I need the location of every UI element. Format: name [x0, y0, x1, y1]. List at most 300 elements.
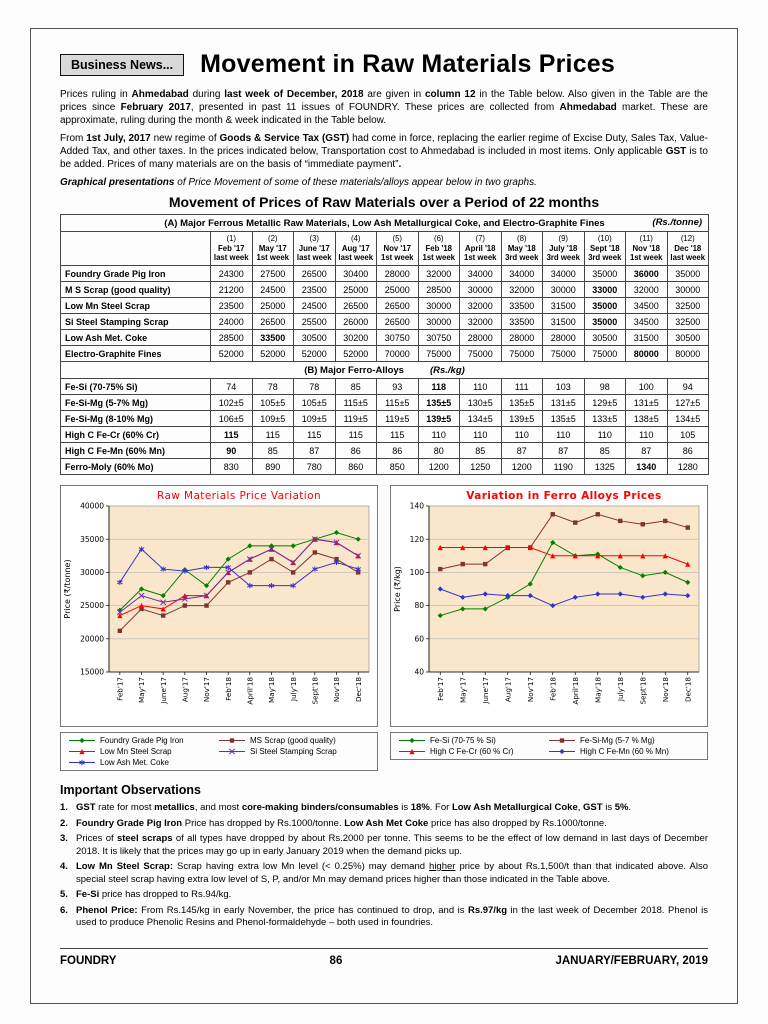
table-cell: 30500 — [584, 330, 626, 346]
table-cell: 75000 — [584, 346, 626, 362]
table-cell: 23500 — [211, 298, 253, 314]
table-cell: 33500 — [501, 298, 543, 314]
column-header-line: Nov '17 — [383, 243, 411, 253]
table-cell: M S Scrap (good quality) — [61, 282, 211, 298]
column-header-line: 1st week — [629, 253, 663, 263]
table-cell: 780 — [294, 459, 336, 475]
text-segment: is — [398, 802, 411, 813]
table-cell: 28500 — [418, 282, 460, 298]
table-cell: 32000 — [460, 314, 502, 330]
svg-text:June'17: June'17 — [158, 677, 168, 704]
paragraph — [60, 88, 708, 127]
paragraph — [60, 176, 708, 189]
svg-text:Dec'18: Dec'18 — [683, 677, 693, 703]
table-cell: Fe-Si (70-75% Si) — [61, 379, 211, 395]
column-header-line: 1st week — [422, 253, 455, 263]
table-row — [61, 282, 709, 298]
table-cell: 87 — [501, 443, 543, 459]
table-cell: 34500 — [626, 314, 668, 330]
legend-item — [399, 736, 549, 745]
table-cell: 86 — [377, 443, 419, 459]
legend-item — [69, 747, 219, 756]
text-segment: Low Mn Steel Scrap: — [76, 861, 173, 872]
table-cell: 119±5 — [335, 411, 377, 427]
column-header-line: (6) — [433, 234, 444, 244]
table-cell: 110 — [460, 379, 502, 395]
legend-label: MS Scrap (good quality) — [250, 736, 336, 745]
legend-marker-icon — [549, 736, 575, 745]
legend-item — [219, 736, 369, 745]
table-cell: 103 — [543, 379, 585, 395]
table-cell: 119±5 — [377, 411, 419, 427]
text-segment: Rs.97/kg — [467, 904, 508, 916]
column-header-line: (12) — [680, 234, 695, 244]
table-cell: 27500 — [252, 266, 294, 282]
legend-marker-icon — [399, 747, 425, 756]
table-cell: 33000 — [584, 282, 626, 298]
table-row — [61, 298, 709, 314]
table-cell: 80000 — [626, 346, 668, 362]
table-cell: 105 — [667, 427, 709, 443]
column-header-line: Nov '18 — [632, 243, 660, 253]
raw-materials-chart-frame — [60, 485, 378, 727]
table-cell: 105±5 — [294, 395, 336, 411]
svg-text:40: 40 — [414, 667, 424, 677]
table-cell: 75000 — [543, 346, 585, 362]
svg-text:Aug'17: Aug'17 — [180, 677, 190, 703]
column-header — [584, 232, 626, 266]
legend-marker-icon — [219, 736, 245, 745]
text-segment: , and most — [194, 802, 242, 813]
svg-text:80: 80 — [414, 601, 424, 611]
column-header-line: last week — [670, 253, 706, 263]
table-cell: 28500 — [211, 330, 253, 346]
text-segment: rate for most — [95, 802, 155, 813]
table-cell: 860 — [335, 459, 377, 475]
text-segment: is — [602, 802, 615, 813]
observation-item — [60, 818, 708, 831]
table-cell: 87 — [543, 443, 585, 459]
table-cell: 25000 — [377, 282, 419, 298]
text-segment: new regime of — [150, 133, 220, 144]
column-header-line: 3rd week — [546, 253, 580, 263]
column-header — [418, 232, 460, 266]
legend-item — [549, 747, 699, 756]
footer-page-number: 86 — [329, 955, 343, 967]
table-cell: 1280 — [667, 459, 709, 475]
table-cell: 31500 — [626, 330, 668, 346]
table-cell: 26500 — [294, 266, 336, 282]
column-header-line: 1st week — [256, 253, 289, 263]
text-segment: 5% — [614, 802, 629, 813]
table-cell: 24000 — [211, 314, 253, 330]
text-segment: core-making binders/consumables — [241, 802, 399, 813]
text-segment: steel scraps — [116, 833, 173, 844]
table-cell: 131±5 — [626, 395, 668, 411]
svg-text:140: 140 — [409, 501, 424, 511]
table-cell: 85 — [252, 443, 294, 459]
table-cell: 30200 — [335, 330, 377, 346]
column-header-line: May '17 — [258, 243, 287, 253]
table-cell: 1200 — [418, 459, 460, 475]
table-cell: 109±5 — [252, 411, 294, 427]
column-header-line: (10) — [597, 234, 612, 244]
svg-text:Variation in Ferro Alloys Pric: Variation in Ferro Alloys Prices — [466, 490, 662, 502]
table-cell: 111 — [501, 379, 543, 395]
svg-text:Dec'18: Dec'18 — [353, 677, 363, 703]
legend-item — [549, 736, 699, 745]
table-cell: 24500 — [252, 282, 294, 298]
table-cell: 85 — [584, 443, 626, 459]
text-segment: Fe-Si — [76, 889, 100, 900]
observations-heading: Important Observations — [60, 783, 201, 797]
table-cell: 80 — [418, 443, 460, 459]
business-news-badge: Business News... — [60, 54, 184, 76]
table-title: Movement of Prices of Raw Materials over a Period of 22 months — [168, 194, 600, 210]
legend-label: High C Fe-Cr (60 % Cr) — [430, 747, 514, 756]
raw-materials-legend — [60, 732, 378, 771]
table-row — [61, 330, 709, 346]
page — [60, 50, 708, 933]
table-cell: Ferro-Moly (60% Mo) — [61, 459, 211, 475]
table-row — [61, 346, 709, 362]
legend-label: Si Steel Stamping Scrap — [250, 747, 337, 756]
column-header-line: (9) — [558, 234, 569, 244]
table-cell: 135±5 — [418, 395, 460, 411]
table-cell: 52000 — [211, 346, 253, 362]
table-cell: Fe-Si-Mg (5-7% Mg) — [61, 395, 211, 411]
table-cell: 26500 — [377, 298, 419, 314]
table-cell: 32000 — [501, 282, 543, 298]
text-segment: is to be added. Prices of many materials are on the basis of “immediate payment” — [60, 146, 708, 170]
table-cell: 30400 — [335, 266, 377, 282]
table-cell: 106±5 — [211, 411, 253, 427]
column-header-line: last week — [296, 253, 332, 263]
column-header-line: April '18 — [465, 243, 496, 253]
column-header-line: 3rd week — [505, 253, 539, 263]
column-header-line: Dec '18 — [674, 243, 702, 253]
svg-text:June'17: June'17 — [480, 677, 490, 704]
table-cell: 115 — [294, 427, 336, 443]
table-cell: 35000 — [667, 266, 709, 282]
column-header-line: Sept '18 — [589, 243, 620, 253]
column-header-line: June '17 — [298, 243, 330, 253]
svg-text:May'18: May'18 — [267, 677, 277, 703]
table-cell: 94 — [667, 379, 709, 395]
svg-text:July'18: July'18 — [615, 677, 625, 702]
table-cell: 129±5 — [584, 395, 626, 411]
observation-number: 2. — [60, 817, 68, 829]
svg-text:Feb'18: Feb'18 — [548, 677, 558, 701]
table-cell: Electro-Graphite Fines — [61, 346, 211, 362]
svg-text:Raw Materials Price Variation: Raw Materials Price Variation — [156, 490, 322, 502]
table-cell: High C Fe-Mn (60% Mn) — [61, 443, 211, 459]
table-cell: 134±5 — [460, 411, 502, 427]
table-cell: 100 — [626, 379, 668, 395]
column-header-line: Aug '17 — [341, 243, 370, 253]
legend-label: Low Ash Met. Coke — [100, 758, 169, 767]
svg-text:May'17: May'17 — [458, 677, 468, 703]
text-segment: Prices ruling in — [60, 89, 132, 100]
table-cell: 30500 — [667, 330, 709, 346]
legend-label: Low Mn Steel Scrap — [100, 747, 172, 756]
table-row — [61, 443, 709, 459]
table-cell: 36000 — [626, 266, 668, 282]
section-unit: (Rs./tonne) — [652, 217, 703, 228]
ferro-alloys-legend — [390, 732, 708, 760]
table-cell: 30750 — [418, 330, 460, 346]
table-cell: 26500 — [377, 314, 419, 330]
section-header-row — [61, 215, 709, 232]
ferro-alloys-chart-svg — [391, 486, 707, 726]
table-cell: 28000 — [543, 330, 585, 346]
table-cell: 134±5 — [667, 411, 709, 427]
table-cell: 93 — [377, 379, 419, 395]
column-header — [252, 232, 294, 266]
text-segment: higher — [429, 861, 456, 872]
table-cell: 24500 — [294, 298, 336, 314]
text-segment: . — [628, 802, 632, 813]
observation-number: 5. — [60, 889, 68, 900]
table-cell: 105±5 — [252, 395, 294, 411]
svg-text:Sept'18: Sept'18 — [310, 677, 320, 705]
svg-text:Nov'18: Nov'18 — [660, 677, 670, 703]
svg-text:May'17: May'17 — [137, 677, 147, 703]
page-footer — [60, 948, 708, 967]
table-row — [61, 459, 709, 475]
table-cell: 32500 — [667, 314, 709, 330]
svg-text:April'18: April'18 — [570, 677, 580, 705]
table-cell: 78 — [294, 379, 336, 395]
column-header-line: (1) — [226, 234, 237, 244]
column-header-line: (2) — [267, 234, 278, 244]
table-cell: 74 — [211, 379, 253, 395]
svg-text:May'18: May'18 — [593, 677, 603, 703]
column-header-line: July '18 — [549, 243, 578, 253]
legend-item — [69, 736, 219, 745]
table-cell: 75000 — [460, 346, 502, 362]
table-cell: 30000 — [418, 314, 460, 330]
table-cell: 890 — [252, 459, 294, 475]
table-cell: 85 — [335, 379, 377, 395]
text-segment: Goods & Service Tax (GST) — [219, 133, 350, 144]
table-cell: 75000 — [501, 346, 543, 362]
text-segment: , — [577, 802, 584, 813]
observation-text — [76, 905, 708, 930]
section-unit: (Rs./kg) — [429, 364, 465, 376]
column-header-line: (7) — [475, 234, 486, 244]
text-segment: in the last week of December 2018. Phenol is used to produce Phenolic Resins and Phenol-formaldehyde – both used in foundries. — [76, 904, 708, 928]
table-row — [61, 395, 709, 411]
text-segment: of all types have dropped by about Rs.2000 per tonne. This seems to be the effect of low demand in last days of December 2018. It is likely that the prices may go up in early January 2019 when the demand picks up. — [76, 833, 708, 857]
column-header — [211, 232, 253, 266]
column-header-row — [61, 232, 709, 266]
text-segment: Ahmedabad — [131, 89, 189, 100]
observation-number: 4. — [60, 861, 68, 872]
section-label: (B) Major Ferro-Alloys — [304, 364, 404, 376]
table-cell: 1250 — [460, 459, 502, 475]
svg-text:Price (₹/tonne): Price (₹/tonne) — [63, 559, 72, 619]
text-segment: market. These are approximate, ruling during the month & week indicated in the Table below. — [60, 102, 708, 126]
table-cell: 1200 — [501, 459, 543, 475]
text-segment: during — [188, 89, 225, 100]
table-cell: 1190 — [543, 459, 585, 475]
table-cell: 30000 — [667, 282, 709, 298]
svg-text:Price (₹/kg): Price (₹/kg) — [393, 566, 402, 612]
text-segment: Scrap having extra low Mn level (< 0.25%) may demand — [173, 861, 430, 872]
observation-item — [60, 889, 708, 902]
legend-marker-icon — [69, 747, 95, 756]
table-cell: 28000 — [377, 266, 419, 282]
table-cell: Fe-Si-Mg (8-10% Mg) — [61, 411, 211, 427]
observation-text — [76, 818, 708, 831]
observations-section — [60, 783, 708, 930]
column-header-line: (8) — [516, 234, 527, 244]
observation-number: 1. — [60, 802, 68, 813]
table-cell: 80000 — [667, 346, 709, 362]
section-label: (A) Major Ferrous Metallic Raw Materials, Low Ash Metallurgical Coke, and Electro-Graphite Fines — [164, 217, 605, 229]
text-segment: column 12 — [425, 89, 476, 100]
table-cell: 30000 — [460, 282, 502, 298]
ferro-alloys-chart-frame — [390, 485, 708, 727]
footer-date: JANUARY/FEBRUARY, 2019 — [555, 955, 708, 967]
column-header — [294, 232, 336, 266]
svg-text:Nov'17: Nov'17 — [202, 677, 212, 703]
text-segment: price by about Rs.1,500/t than that indicated above. Also special steel scrap having extra low level of S, P, and/or Mn may demand prices higher than those indicated in the Table above. — [76, 861, 709, 885]
column-header-line: (11) — [639, 234, 653, 244]
observation-item — [60, 833, 708, 858]
table-cell: Low Mn Steel Scrap — [61, 298, 211, 314]
legend-marker-icon — [69, 758, 95, 767]
table-cell: 21200 — [211, 282, 253, 298]
intro-paragraphs — [60, 88, 708, 189]
table-cell: 131±5 — [543, 395, 585, 411]
column-header — [335, 232, 377, 266]
table-cell: 34000 — [543, 266, 585, 282]
table-row — [61, 379, 709, 395]
table-cell: 110 — [584, 427, 626, 443]
legend-label: High C Fe-Mn (60 % Mn) — [580, 747, 669, 756]
text-segment: GST — [583, 802, 603, 813]
table-cell: 87 — [626, 443, 668, 459]
table-cell: 34000 — [460, 266, 502, 282]
table-cell: 102±5 — [211, 395, 253, 411]
svg-text:Aug'17: Aug'17 — [503, 677, 513, 703]
charts-row — [60, 485, 708, 771]
text-segment: Low Ash Metallurgical Coke — [451, 802, 578, 813]
legend-label: Fe-Si-Mg (5-7 % Mg) — [580, 736, 655, 745]
legend-marker-icon — [549, 747, 575, 756]
table-cell: 115 — [252, 427, 294, 443]
table-cell: 135±5 — [543, 411, 585, 427]
svg-text:30000: 30000 — [80, 568, 104, 577]
svg-text:Nov'18: Nov'18 — [332, 677, 342, 703]
table-cell: 28000 — [501, 330, 543, 346]
column-header-line: (4) — [350, 234, 361, 244]
table-cell: 52000 — [335, 346, 377, 362]
text-segment: Prices of — [76, 833, 117, 844]
text-segment: are given in — [363, 89, 425, 100]
text-segment: Graphical presentations — [60, 177, 175, 188]
table-cell: 23500 — [294, 282, 336, 298]
text-segment: in the Table below. Also given in the Table are the prices since — [60, 89, 708, 113]
table-cell: 115±5 — [377, 395, 419, 411]
text-segment: 1st July, 2017 — [86, 133, 151, 144]
column-header-line: Feb '17 — [217, 243, 245, 253]
legend-marker-icon — [69, 736, 95, 745]
text-segment: had come in force, replacing the earlier regime of Excise Duty, Sales Tax, Value-Added Tax, and other taxes. In the prices indicated below, Transportation cost to Ahmedabad is included in most items. Only applicable — [60, 133, 708, 157]
column-header — [377, 232, 419, 266]
table-cell: 138±5 — [626, 411, 668, 427]
text-segment: Foundry Grade Pig Iron — [76, 817, 183, 829]
text-segment: price has dropped to Rs.94/kg. — [99, 889, 232, 900]
table-cell: 139±5 — [418, 411, 460, 427]
table-cell: 30750 — [377, 330, 419, 346]
table-cell: 32500 — [667, 298, 709, 314]
column-header — [501, 232, 543, 266]
table-cell: 115±5 — [335, 395, 377, 411]
table-cell: 118 — [418, 379, 460, 395]
table-cell: 86 — [667, 443, 709, 459]
column-header — [667, 232, 709, 266]
svg-text:Feb'18: Feb'18 — [223, 677, 233, 701]
table-cell: 33500 — [252, 330, 294, 346]
text-segment: 18% — [410, 802, 430, 813]
table-cell: 109±5 — [294, 411, 336, 427]
text-segment: Price has dropped by Rs.1000/tonne. — [182, 817, 345, 829]
table-cell: 26500 — [335, 298, 377, 314]
column-header-line: May '18 — [507, 243, 536, 253]
column-header-line: 3rd week — [588, 253, 622, 263]
table-cell: 115 — [335, 427, 377, 443]
page-header — [60, 50, 708, 79]
table-cell: 110 — [460, 427, 502, 443]
text-segment: From — [60, 133, 87, 144]
column-header-line: last week — [338, 253, 374, 263]
table-cell: 32000 — [626, 282, 668, 298]
legend-label: Foundry Grade Pig Iron — [100, 736, 184, 745]
observation-number: 3. — [60, 833, 68, 844]
observation-number: 6. — [60, 904, 68, 916]
table-cell — [61, 232, 211, 266]
table-cell: 87 — [294, 443, 336, 459]
svg-text:Sept'18: Sept'18 — [638, 677, 648, 705]
table-cell: 110 — [626, 427, 668, 443]
table-row — [61, 427, 709, 443]
section-header — [61, 215, 709, 232]
table-cell: Foundry Grade Pig Iron — [61, 266, 211, 282]
chart-raw-materials — [60, 485, 378, 771]
legend-item — [219, 747, 369, 756]
observations-list — [60, 802, 708, 930]
table-row — [61, 411, 709, 427]
raw-materials-chart-svg — [61, 486, 377, 726]
table-cell: 70000 — [377, 346, 419, 362]
svg-text:Feb'17: Feb'17 — [115, 677, 125, 701]
table-cell: 115 — [377, 427, 419, 443]
table-cell: 110 — [418, 427, 460, 443]
table-cell: 25000 — [335, 282, 377, 298]
chart-ferro-alloys — [390, 485, 708, 771]
column-header-line: last week — [213, 253, 249, 263]
observation-text — [76, 861, 708, 886]
svg-text:Nov'17: Nov'17 — [525, 677, 535, 703]
svg-text:25000: 25000 — [80, 601, 104, 611]
table-cell: 127±5 — [667, 395, 709, 411]
table-cell: 28000 — [460, 330, 502, 346]
text-segment: Phenol Price: — [76, 904, 138, 916]
table-cell: 24300 — [211, 266, 253, 282]
